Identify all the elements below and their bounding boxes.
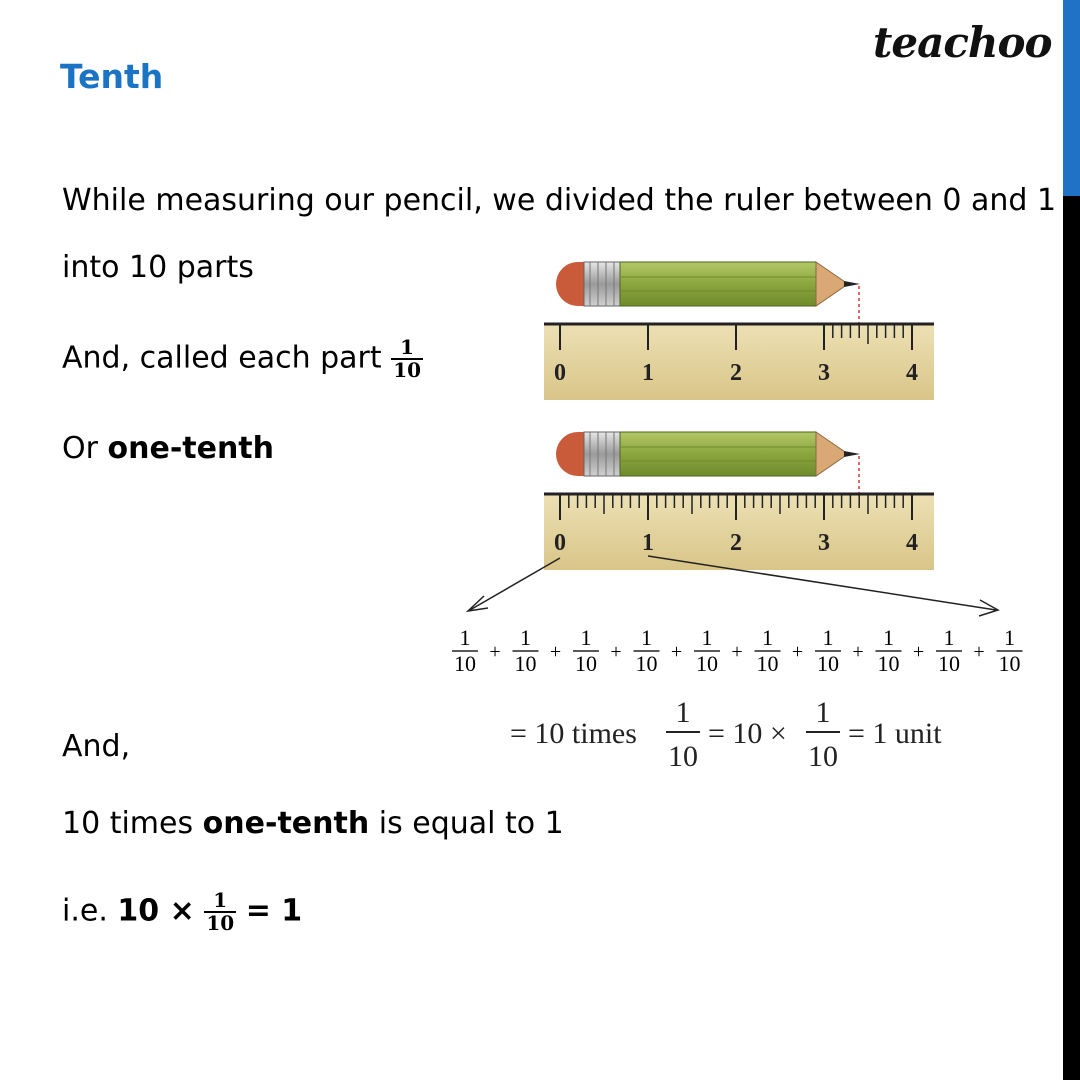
text-line-7 <box>62 890 302 934</box>
ruler-bottom-label: 0 <box>554 530 566 556</box>
sum-plus: + <box>791 641 804 663</box>
text-line-3 <box>62 337 423 381</box>
sum-frac-num: 1 <box>943 625 955 650</box>
text-line-5: And, <box>62 729 131 764</box>
text-line-7-left: 10 × <box>117 893 195 929</box>
sum-plus: + <box>610 641 622 663</box>
sum-frac-den: 10 <box>756 651 779 676</box>
text-line-7-right: = 1 <box>245 893 303 929</box>
sum-frac-num: 1 <box>641 625 652 650</box>
fraction-numerator: 1 <box>391 337 423 360</box>
sum-plus: + <box>549 641 562 663</box>
sum-plus: + <box>670 641 683 663</box>
ruler-bottom-label: 4 <box>906 530 918 556</box>
sum-frac-num: 1 <box>762 625 773 650</box>
pencil-icon <box>556 262 860 306</box>
ruler-bottom-label: 2 <box>730 530 742 556</box>
equation-row <box>510 696 942 773</box>
eq-part-1: = 10 times <box>510 717 637 750</box>
sum-frac-den: 10 <box>575 651 597 676</box>
sum-frac-den: 10 <box>696 651 718 676</box>
sum-frac-den: 10 <box>635 651 658 676</box>
eq-frac-den: 10 <box>808 740 838 773</box>
edge-accent <box>1063 0 1080 196</box>
page-title: Tenth <box>60 57 164 96</box>
eq-part-2: = 10 × <box>708 717 787 750</box>
sum-row <box>452 625 1023 676</box>
ruler-top-label: 4 <box>906 360 918 386</box>
fraction-one-tenth-2 <box>204 890 236 934</box>
sum-frac-num: 1 <box>520 625 531 650</box>
sum-frac-num: 1 <box>1004 625 1015 650</box>
eq-frac-num: 1 <box>815 696 831 729</box>
text-line-3-text: And, called each part <box>62 340 382 376</box>
sum-frac-num: 1 <box>459 625 471 650</box>
ruler-top-label: 2 <box>730 360 742 386</box>
ruler-top-label: 3 <box>818 360 830 386</box>
sum-frac-num: 1 <box>580 625 592 650</box>
sum-plus: + <box>852 641 864 663</box>
fraction-numerator: 1 <box>204 890 236 913</box>
brand-logo: teachoo <box>873 18 1052 67</box>
text-line-4-prefix: Or <box>62 431 98 466</box>
sum-frac-den: 10 <box>877 651 900 676</box>
sum-frac-den: 10 <box>514 651 537 676</box>
fraction-denominator: 10 <box>206 911 235 935</box>
sum-plus: + <box>973 641 985 663</box>
eq-frac-den: 10 <box>668 740 698 773</box>
text-line-6-bold: one-tenth <box>202 806 370 841</box>
fraction-denominator: 10 <box>393 358 422 382</box>
sum-frac-num: 1 <box>701 625 713 650</box>
text-line-6-suffix: is equal to 1 <box>378 806 564 841</box>
sum-plus: + <box>912 641 925 663</box>
text-line-6-prefix: 10 times <box>62 806 194 841</box>
text-line-1: While measuring our pencil, we divided the ruler between 0 and 1 <box>62 183 1057 218</box>
sum-plus: + <box>489 641 501 663</box>
ruler-bottom-label: 1 <box>642 530 654 556</box>
text-line-4 <box>62 431 275 466</box>
sum-frac-den: 10 <box>938 651 960 676</box>
sum-frac-num: 1 <box>822 625 834 650</box>
ruler-top-label: 1 <box>642 360 654 386</box>
text-line-2: into 10 parts <box>62 250 254 285</box>
sum-frac-den: 10 <box>817 651 839 676</box>
text-line-6 <box>62 806 564 841</box>
eq-part-3: = 1 unit <box>848 717 942 750</box>
sum-frac-den: 10 <box>998 651 1021 676</box>
ruler-top <box>544 262 934 400</box>
ruler-bottom-label: 3 <box>818 530 830 556</box>
right-edge-bar <box>1063 0 1080 1080</box>
text-line-7-prefix: i.e. <box>62 893 108 929</box>
ruler-bottom <box>544 432 934 570</box>
sum-plus: + <box>731 641 743 663</box>
eq-frac-num: 1 <box>675 696 691 729</box>
ruler-figure <box>440 250 1040 790</box>
ruler-figure-svg <box>440 250 1040 790</box>
ruler-top-label: 0 <box>554 360 566 386</box>
sum-frac-den: 10 <box>454 651 476 676</box>
pencil-icon <box>556 432 860 476</box>
fraction-one-tenth <box>391 337 423 381</box>
text-line-4-bold: one-tenth <box>107 431 275 466</box>
sum-frac-num: 1 <box>883 625 894 650</box>
